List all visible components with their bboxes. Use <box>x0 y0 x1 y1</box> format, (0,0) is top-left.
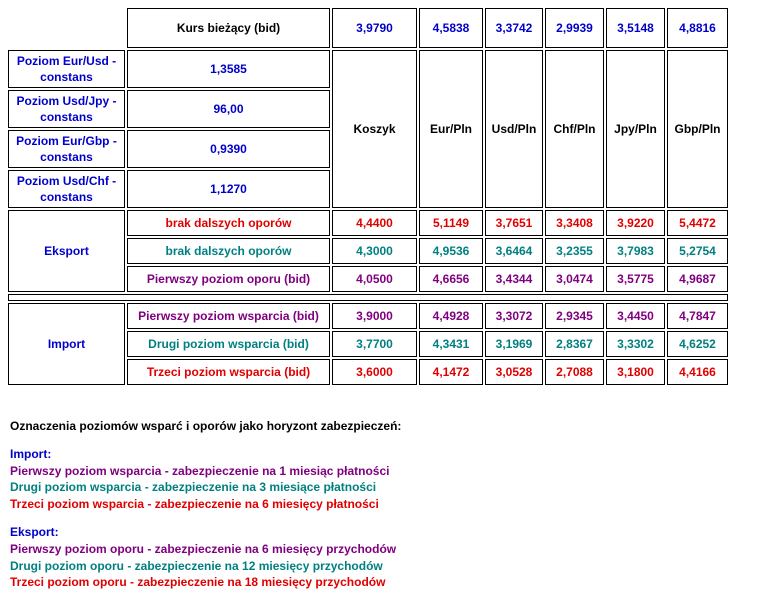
legend-export-line: Drugi poziom oporu - zabezpieczenie na 12 miesięcy przychodów <box>10 558 383 573</box>
import-value: 3,0528 <box>485 359 543 385</box>
column-header-usdpln: Usd/Pln <box>485 50 543 208</box>
export-value: 3,5775 <box>606 266 665 292</box>
export-value: 3,0474 <box>545 266 604 292</box>
export-row-label: brak dalszych oporów <box>127 210 330 236</box>
export-group-label: Eksport <box>8 210 125 292</box>
import-value: 4,4928 <box>419 303 483 329</box>
column-header-eurpln: Eur/Pln <box>419 50 483 208</box>
column-header-basket: Koszyk <box>332 50 417 208</box>
legend-import-line: Trzeci poziom wsparcia - zabezpieczenie na 6 miesięcy płatności <box>10 497 379 512</box>
export-value: 4,9536 <box>419 238 483 264</box>
export-value: 3,9220 <box>606 210 665 236</box>
export-value: 5,1149 <box>419 210 483 236</box>
export-row <box>8 210 728 236</box>
legend-import-heading: Import: <box>10 446 52 461</box>
legend-import-line: Pierwszy poziom wsparcia - zabezpieczenie na 1 miesiąc płatności <box>10 463 390 478</box>
import-group-label: Import <box>8 303 125 385</box>
import-value: 3,6000 <box>332 359 417 385</box>
empty-corner <box>8 8 125 48</box>
import-value: 4,1472 <box>419 359 483 385</box>
legend-export-line: Trzeci poziom oporu - zabezpieczenie na 18 miesięcy przychodów <box>10 575 386 590</box>
import-row <box>8 303 728 329</box>
import-value: 3,4450 <box>606 303 665 329</box>
legend-title: Oznaczenia poziomów wsparć i oporów jako horyzont zabezpieczeń: <box>10 419 402 433</box>
import-value: 3,1969 <box>485 331 543 357</box>
rates-table <box>6 6 730 387</box>
import-value: 2,8367 <box>545 331 604 357</box>
import-row-label: Trzeci poziom wsparcia (bid) <box>127 359 330 385</box>
import-value: 3,9000 <box>332 303 417 329</box>
export-value: 3,3408 <box>545 210 604 236</box>
import-value: 2,7088 <box>545 359 604 385</box>
current-rate-gbppln: 4,8816 <box>667 8 728 48</box>
legend-export-line: Pierwszy poziom oporu - zabezpieczenie na 6 miesięcy przychodów <box>10 541 397 556</box>
current-rate-basket: 3,9790 <box>332 8 417 48</box>
export-row-label: Pierwszy poziom oporu (bid) <box>127 266 330 292</box>
constant-value: 1,1270 <box>127 170 330 208</box>
import-value: 4,4166 <box>667 359 728 385</box>
column-header-chfpln: Chf/Pln <box>545 50 604 208</box>
export-value: 5,4472 <box>667 210 728 236</box>
legend-spacer <box>10 513 755 524</box>
separator-cell <box>8 294 728 301</box>
import-value: 2,9345 <box>545 303 604 329</box>
current-rate-jpypln: 3,5148 <box>606 8 665 48</box>
export-value: 3,6464 <box>485 238 543 264</box>
import-value: 3,3072 <box>485 303 543 329</box>
export-value: 4,4400 <box>332 210 417 236</box>
export-value: 3,7983 <box>606 238 665 264</box>
export-value: 3,2355 <box>545 238 604 264</box>
legend-spacer <box>10 435 755 446</box>
export-value: 4,0500 <box>332 266 417 292</box>
import-value: 3,3302 <box>606 331 665 357</box>
export-value: 3,4344 <box>485 266 543 292</box>
legend <box>10 418 755 591</box>
export-value: 5,2754 <box>667 238 728 264</box>
import-row-label: Drugi poziom wsparcia (bid) <box>127 331 330 357</box>
legend-import-line: Drugi poziom wsparcia - zabezpieczenie na 3 miesiące płatności <box>10 480 377 495</box>
constant-label: Poziom Usd/Chf - constans <box>8 170 125 208</box>
current-rate-label: Kurs bieżący (bid) <box>127 8 330 48</box>
current-rate-chfpln: 2,9939 <box>545 8 604 48</box>
constant-row <box>8 50 728 88</box>
constant-label: Poziom Eur/Usd - constans <box>8 50 125 88</box>
current-rate-row <box>8 8 728 48</box>
column-header-jpypln: Jpy/Pln <box>606 50 665 208</box>
export-row-label: brak dalszych oporów <box>127 238 330 264</box>
import-value: 3,7700 <box>332 331 417 357</box>
constant-label: Poziom Eur/Gbp - constans <box>8 130 125 168</box>
current-rate-eurpln: 4,5838 <box>419 8 483 48</box>
export-value: 4,9687 <box>667 266 728 292</box>
constant-value: 96,00 <box>127 90 330 128</box>
import-value: 3,1800 <box>606 359 665 385</box>
import-value: 4,3431 <box>419 331 483 357</box>
import-value: 4,6252 <box>667 331 728 357</box>
current-rate-usdpln: 3,3742 <box>485 8 543 48</box>
legend-export-heading: Eksport: <box>10 524 59 539</box>
import-row-label: Pierwszy poziom wsparcia (bid) <box>127 303 330 329</box>
constant-label: Poziom Usd/Jpy - constans <box>8 90 125 128</box>
export-value: 4,3000 <box>332 238 417 264</box>
constant-value: 0,9390 <box>127 130 330 168</box>
export-value: 3,7651 <box>485 210 543 236</box>
column-header-gbppln: Gbp/Pln <box>667 50 728 208</box>
import-value: 4,7847 <box>667 303 728 329</box>
export-value: 4,6656 <box>419 266 483 292</box>
constant-value: 1,3585 <box>127 50 330 88</box>
separator-row <box>8 294 728 301</box>
